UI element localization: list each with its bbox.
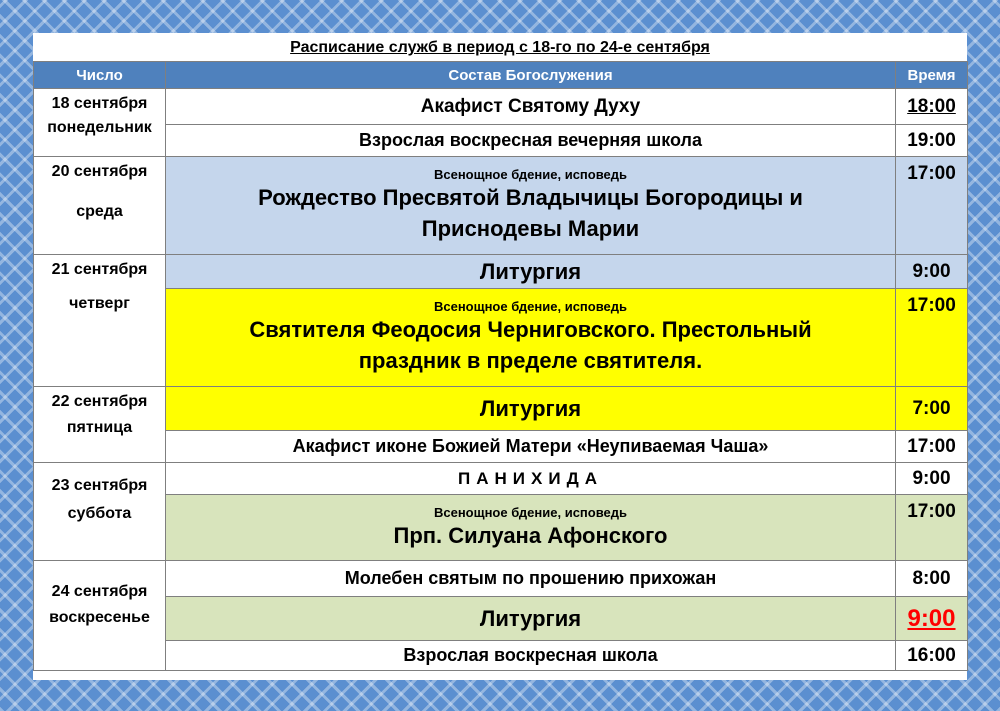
table-row bbox=[34, 387, 968, 431]
service-cell: Молебен святым по прошению прихожан bbox=[166, 561, 896, 597]
service-cell bbox=[166, 495, 896, 561]
service-cell: ПАНИХИДА bbox=[166, 463, 896, 495]
day-weekday: среда bbox=[76, 203, 123, 220]
day-date: 22 сентября bbox=[51, 393, 148, 410]
header-time: Время bbox=[896, 62, 968, 89]
day-weekday: понедельник bbox=[47, 119, 152, 136]
day-cell bbox=[34, 89, 166, 157]
time-cell: 17:00 bbox=[896, 495, 968, 561]
day-weekday: пятница bbox=[66, 419, 133, 436]
table-row bbox=[34, 157, 968, 255]
day-cell bbox=[34, 255, 166, 387]
time-highlight: 9:00 bbox=[907, 604, 956, 632]
service-cell: Взрослая воскресная школа bbox=[166, 641, 896, 671]
table-row bbox=[34, 495, 968, 561]
time-cell: 16:00 bbox=[896, 641, 968, 671]
time-cell: 7:00 bbox=[896, 387, 968, 431]
service-cell: Акафист иконе Божией Матери «Неупиваемая Чаша» bbox=[166, 431, 896, 463]
service-cell bbox=[166, 157, 896, 255]
service-subtitle: Всенощное бдение, исповедь bbox=[433, 167, 628, 182]
service-title: Рождество Пресвятой Владычицы Богородицы и Приснодевы Марии bbox=[258, 185, 803, 241]
table-row bbox=[34, 431, 968, 463]
service-subtitle: Всенощное бдение, исповедь bbox=[433, 299, 628, 314]
service-cell: Взрослая воскресная вечерняя школа bbox=[166, 125, 896, 157]
day-cell bbox=[34, 561, 166, 671]
table-row bbox=[34, 289, 968, 387]
time-cell: 17:00 bbox=[896, 431, 968, 463]
service-title: Прп. Силуана Афонского bbox=[393, 522, 668, 548]
day-cell bbox=[34, 387, 166, 463]
table-row bbox=[34, 561, 968, 597]
service-subtitle: Всенощное бдение, исповедь bbox=[433, 504, 628, 520]
day-weekday: воскресенье bbox=[49, 609, 150, 626]
service-cell: Литургия bbox=[166, 597, 896, 641]
schedule-table bbox=[33, 61, 968, 671]
time-cell: 19:00 bbox=[896, 125, 968, 157]
service-cell: Акафист Святому Духу bbox=[166, 89, 896, 125]
day-weekday: суббота bbox=[67, 505, 132, 522]
time-cell: 8:00 bbox=[896, 561, 968, 597]
service-title: Святителя Феодосия Черниговского. Престольный праздник в пределе святителя. bbox=[249, 317, 812, 373]
time-cell: 9:00 bbox=[896, 463, 968, 495]
header-day: Число bbox=[34, 62, 166, 89]
page-title: Расписание служб в период с 18-го по 24-е сентября bbox=[290, 39, 710, 56]
table-row bbox=[34, 255, 968, 289]
time-cell: 17:00 bbox=[896, 157, 968, 255]
day-cell bbox=[34, 157, 166, 255]
table-row bbox=[34, 641, 968, 671]
table-row bbox=[34, 597, 968, 641]
header-service: Состав Богослужения bbox=[166, 62, 896, 89]
day-date: 21 сентября bbox=[51, 261, 148, 278]
time-cell: 9:00 bbox=[896, 255, 968, 289]
table-row bbox=[34, 463, 968, 495]
header-row bbox=[34, 62, 968, 89]
service-cell: Литургия bbox=[166, 387, 896, 431]
time-cell: 18:00 bbox=[896, 89, 968, 125]
day-cell bbox=[34, 463, 166, 561]
time-cell bbox=[896, 597, 968, 641]
table-row bbox=[34, 89, 968, 125]
service-cell: Литургия bbox=[166, 255, 896, 289]
day-date: 18 сентября bbox=[51, 95, 148, 112]
day-date: 24 сентября bbox=[51, 583, 148, 600]
day-date: 23 сентября bbox=[51, 477, 148, 494]
service-cell bbox=[166, 289, 896, 387]
table-row bbox=[34, 125, 968, 157]
day-date: 20 сентября bbox=[51, 163, 148, 180]
day-weekday: четверг bbox=[69, 295, 130, 312]
time-cell: 17:00 bbox=[896, 289, 968, 387]
